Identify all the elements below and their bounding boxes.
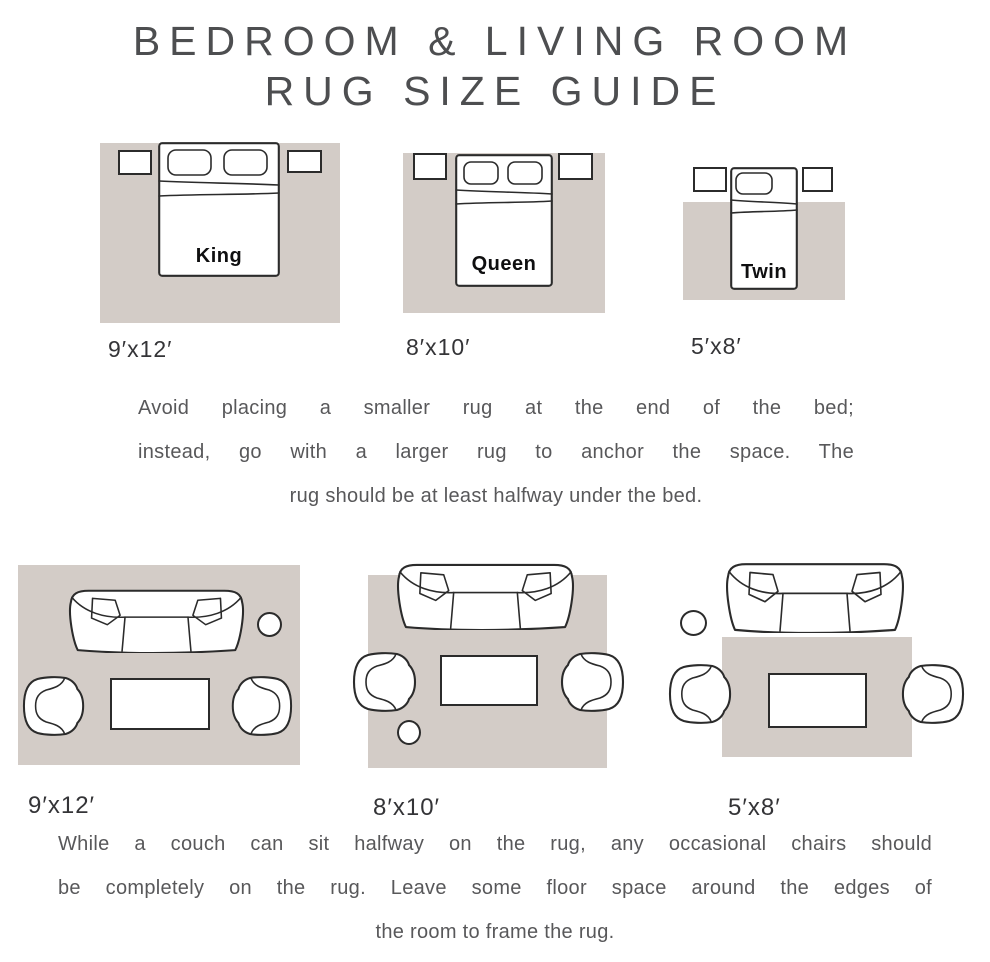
living-note-line2: be completely on the rug. Leave some floor space around the edges of [58,877,932,899]
bedroom-note-line3: rug should be at least halfway under the bed. [289,485,703,507]
nightstand-icon [558,153,593,180]
coffee-table-icon [440,655,538,706]
size-label-living-9x12: 9′x12′ [28,792,96,819]
size-label-living-8x10: 8′x10′ [373,794,441,821]
size-label-bedroom-8x10: 8′x10′ [406,334,471,360]
living-note-line3: the room to frame the rug. [375,921,615,943]
bedroom-layout-queen [403,153,605,313]
sofa-icon [722,560,908,633]
bedroom-layout-king [100,142,340,323]
sofa-icon [393,561,578,630]
side-table-icon [680,610,707,636]
armchair-icon [898,663,965,725]
coffee-table-icon [768,673,867,728]
side-table-icon [257,612,282,637]
nightstand-icon [413,153,447,180]
nightstand-icon [693,167,727,192]
bedroom-layout-twin [683,167,845,300]
size-label-bedroom-5x8: 5′x8′ [691,333,742,359]
living-layout-8x10 [352,556,626,771]
bed-label-king: King [195,245,243,267]
living-note-line1: While a couch can sit halfway on the rug, any occasional chairs should [58,833,932,855]
bedroom-note [138,386,854,518]
bedroom-note-line2: instead, go with a larger rug to anchor the space. The [138,441,854,463]
armchair-icon [22,675,88,737]
armchair-icon [557,651,625,713]
bedroom-note-line1: Avoid placing a smaller rug at the end of the bed; [138,397,854,419]
bed-label-queen: Queen [471,253,537,275]
page-title [0,16,990,116]
nightstand-icon [287,150,322,173]
living-note [58,822,932,954]
nightstand-icon [118,150,152,175]
living-layout-5x8 [660,556,966,758]
armchair-icon [352,651,420,713]
page-title-line2: RUG SIZE GUIDE [264,68,726,114]
armchair-icon [228,675,293,737]
armchair-icon [668,663,735,725]
size-label-living-5x8: 5′x8′ [728,794,781,821]
coffee-table-icon [110,678,210,730]
bed-label-twin: Twin [740,261,788,283]
nightstand-icon [802,167,833,192]
living-layout-9x12 [18,560,300,766]
size-label-bedroom-9x12: 9′x12′ [108,336,173,362]
page-title-line1: BEDROOM & LIVING ROOM [132,18,858,64]
sofa-icon [65,587,248,653]
side-table-icon [397,720,421,745]
